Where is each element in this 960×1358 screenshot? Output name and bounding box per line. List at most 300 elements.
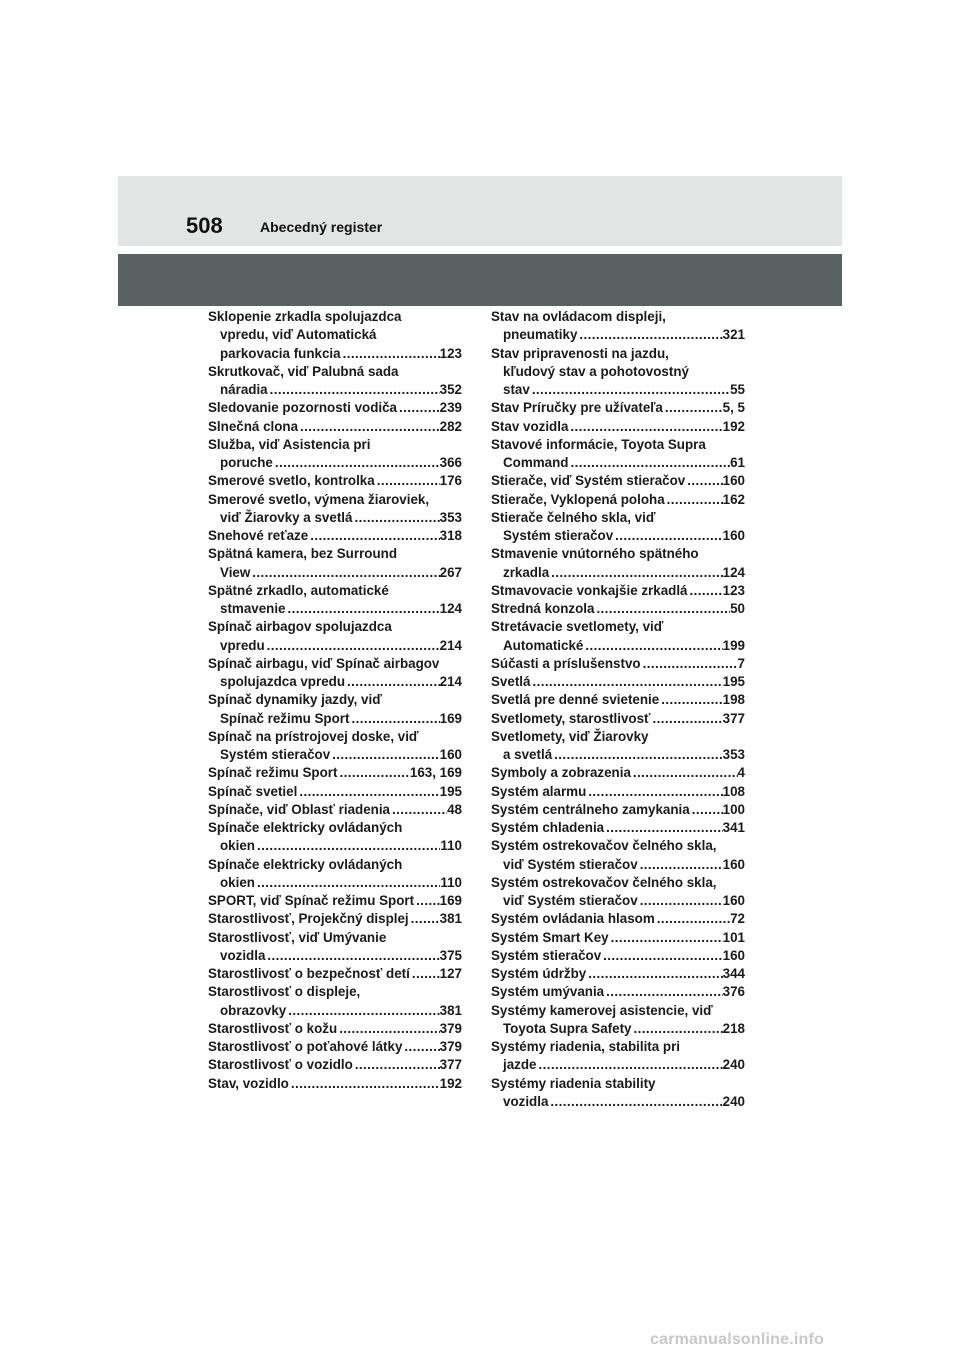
index-term: Stav pripravenosti na jazdu, (491, 345, 669, 361)
page-reference: 123 (439, 345, 462, 361)
index-entry (208, 582, 462, 619)
index-leader-line (491, 527, 745, 545)
index-leader-line (491, 1093, 745, 1111)
page-reference: 267 (439, 564, 462, 580)
leader-dots (268, 381, 440, 399)
index-term-continuation: Spínač režimu Sport (220, 710, 350, 726)
index-term: Symboly a zobrazenia (491, 765, 631, 781)
index-term: Stretávacie svetlomety, viď (491, 619, 664, 635)
page-reference: 214 (439, 637, 462, 653)
index-term-continuation: a svetlá (503, 747, 553, 762)
leader-dots (255, 837, 440, 855)
index-term: Stav na ovládacom displeji, (491, 309, 666, 324)
index-term-continuation: Systém stieračov (503, 528, 614, 543)
index-leader-line (208, 710, 462, 728)
index-term-continuation: Command (503, 455, 569, 470)
leader-dots (594, 600, 730, 618)
index-leader-line (491, 764, 745, 782)
index-entry (491, 436, 745, 473)
page-reference: 160 (722, 473, 745, 489)
index-entry (208, 1038, 462, 1056)
index-term: Spínač airbagov spolujazdca (208, 619, 392, 635)
leader-dots (601, 947, 722, 965)
page-reference: 5, 5 (722, 400, 745, 416)
leader-dots (586, 965, 722, 983)
page-reference: 192 (439, 1075, 462, 1091)
index-term: Starostlivosť o bezpečnosť detí (208, 966, 410, 981)
page-reference: 377 (722, 710, 745, 726)
leader-dots (583, 637, 722, 655)
index-term: Svetlomety, starostlivosť (491, 710, 651, 726)
leader-dots (613, 527, 722, 545)
index-leader-line (208, 637, 462, 655)
index-leader-line (491, 381, 745, 399)
index-entry (208, 1056, 462, 1074)
index-entry (491, 600, 745, 618)
page-reference: 318 (439, 528, 462, 543)
page-reference: 195 (722, 674, 745, 689)
index-term: Stmavenie vnútorného spätného (491, 546, 699, 562)
leader-dots (631, 1020, 722, 1038)
index-term-continuation: obrazovky (220, 1002, 287, 1018)
index-leader-line (208, 1038, 462, 1056)
index-entry (208, 801, 462, 819)
page-reference: 176 (439, 473, 462, 489)
index-term-continuation: viď Systém stieračov (503, 893, 638, 908)
index-entry (491, 655, 745, 673)
index-term-continuation: poruche (220, 455, 273, 470)
index-entry (208, 472, 462, 490)
index-leader-line (208, 381, 462, 399)
index-entry (208, 655, 462, 692)
index-leader-line (208, 673, 462, 691)
index-entry (491, 929, 745, 947)
index-term-continuation: vpredu, viď Automatická (220, 327, 377, 343)
index-entry (491, 545, 745, 582)
index-term: Stmavovacie vonkajšie zrkadlá (491, 582, 688, 598)
index-column-left (208, 308, 462, 1093)
index-leader-line (491, 472, 745, 490)
leader-dots (659, 691, 722, 709)
leader-dots (337, 764, 409, 782)
page-reference: 379 (439, 1020, 462, 1036)
leader-dots (604, 819, 723, 837)
index-leader-line (208, 746, 462, 764)
leader-dots (549, 564, 723, 582)
leader-dots (641, 655, 738, 673)
index-leader-line (208, 1020, 462, 1038)
leader-dots (265, 637, 440, 655)
index-entry (491, 1002, 745, 1039)
index-entry (208, 910, 462, 928)
page-reference: 169 (439, 710, 462, 726)
page-reference: 240 (722, 1093, 745, 1109)
index-leader-line (208, 472, 462, 490)
index-entry (208, 618, 462, 655)
index-term: Spínače elektricky ovládaných (208, 856, 403, 872)
header-dark-band (118, 254, 842, 306)
page-reference: 160 (722, 893, 745, 908)
leader-dots (353, 1056, 440, 1074)
index-leader-line (491, 454, 745, 472)
index-term: Systém ovládania hlasom (491, 911, 655, 927)
index-term-continuation: stmavenie (220, 601, 286, 616)
index-leader-line (491, 691, 745, 709)
index-leader-line (491, 801, 745, 819)
index-leader-line (491, 673, 745, 691)
page-reference: 352 (439, 382, 462, 397)
page-reference: 198 (722, 692, 745, 708)
page-reference: 123 (722, 582, 745, 598)
page-number: 508 (186, 213, 223, 238)
index-entry (208, 1020, 462, 1038)
index-entry (491, 801, 745, 819)
index-leader-line (491, 856, 745, 874)
index-term: Systémy riadenia stability (491, 1075, 656, 1091)
index-term: Stierače, viď Systém stieračov (491, 473, 686, 489)
page-reference: 375 (439, 947, 462, 963)
index-term: Stredná konzola (491, 601, 595, 616)
page-reference: 48 (447, 801, 462, 817)
index-leader-line (491, 564, 745, 582)
leader-dots (663, 399, 723, 417)
index-entry (208, 436, 462, 473)
page-reference: 7 (737, 655, 745, 671)
index-leader-line (208, 454, 462, 472)
index-entry (208, 783, 462, 801)
index-entry (208, 892, 462, 910)
index-term: Spínače, viď Oblasť riadenia (208, 801, 391, 817)
leader-dots (337, 1020, 439, 1038)
page-reference: 160 (722, 856, 745, 872)
leader-dots (250, 564, 439, 582)
page-reference: 100 (722, 801, 745, 817)
index-entry (208, 856, 462, 893)
page-reference: 4 (737, 765, 745, 781)
leader-dots (638, 856, 723, 874)
leader-dots (604, 983, 723, 1001)
page-reference: 163, 169 (409, 765, 462, 781)
index-term: Systémy riadenia, stabilita pri (491, 1039, 681, 1054)
index-entry (491, 728, 745, 765)
index-term: Stavové informácie, Toyota Supra (491, 436, 706, 452)
index-leader-line (491, 965, 745, 983)
index-term: Skrutkovač, viď Palubná sada (208, 363, 399, 379)
index-term-continuation: viď Žiarovky a svetlá (220, 509, 353, 525)
page-reference: 240 (722, 1057, 745, 1073)
index-term-continuation: okien (220, 874, 255, 890)
index-leader-line (491, 600, 745, 618)
index-term-continuation: stav (503, 382, 530, 397)
index-term: Svetlomety, viď Žiarovky (491, 728, 649, 744)
leader-dots (690, 801, 723, 819)
index-term: Spínače elektricky ovládaných (208, 820, 403, 835)
index-term: Starostlivosť o poťahové látky (208, 1039, 403, 1054)
index-term: Sklopenie zrkadla spolujazdca (208, 309, 402, 324)
leader-dots (402, 1038, 439, 1056)
index-term: Stav Príručky pre užívateľa (491, 400, 663, 416)
index-leader-line (491, 783, 745, 801)
index-entry (208, 418, 462, 436)
index-term: Spätná kamera, bez Surround (208, 546, 398, 562)
index-entry (491, 345, 745, 400)
index-term: Systém Smart Key (491, 929, 609, 945)
index-leader-line (208, 1002, 462, 1020)
page-reference: 195 (439, 783, 462, 799)
page-reference: 377 (439, 1057, 462, 1073)
leader-dots (638, 892, 723, 910)
index-leader-line (208, 801, 462, 819)
leader-dots (375, 472, 440, 490)
index-entry (208, 363, 462, 400)
page-reference: 381 (439, 911, 462, 927)
leader-dots (655, 910, 730, 928)
index-term: Spínač na prístrojovej doske, viď (208, 728, 419, 744)
index-term: Svetlá pre denné svietenie (491, 692, 660, 708)
index-entry (491, 874, 745, 911)
index-term-continuation: viď Systém stieračov (503, 856, 638, 872)
index-entry (491, 399, 745, 417)
page-reference: 376 (722, 984, 745, 1000)
index-entry (491, 783, 745, 801)
page-reference: 101 (722, 929, 745, 945)
index-term: Stav vozidla (491, 418, 569, 434)
index-leader-line (491, 819, 745, 837)
leader-dots (341, 345, 440, 363)
index-term: Systém ostrekovačov čelného skla, (491, 838, 717, 854)
index-term: Stav, vozidlo (208, 1075, 289, 1091)
index-leader-line (208, 564, 462, 582)
leader-dots (552, 746, 723, 764)
index-term-continuation: vozidla (220, 947, 266, 963)
index-leader-line (208, 837, 462, 855)
index-term: Spínač svetiel (208, 783, 298, 799)
leader-dots (308, 527, 439, 545)
index-term: Systém údržby (491, 966, 587, 981)
leader-dots (409, 910, 440, 928)
index-leader-line (208, 1075, 462, 1093)
index-term: Starostlivosť o vozidlo (208, 1057, 353, 1073)
page-reference: 192 (722, 418, 745, 434)
leader-dots (273, 454, 440, 472)
index-leader-line (491, 892, 745, 910)
index-term-continuation: View (220, 564, 251, 580)
page-reference: 110 (440, 838, 462, 854)
page-reference: 353 (722, 747, 745, 762)
index-term: Sledovanie pozornosti vodiča (208, 400, 397, 416)
index-term-continuation: vpredu (220, 637, 265, 653)
leader-dots (537, 1056, 723, 1074)
index-term: Smerové svetlo, výmena žiaroviek, (208, 491, 430, 507)
index-entry (208, 527, 462, 545)
index-entry (491, 947, 745, 965)
leader-dots (568, 418, 722, 436)
leader-dots (349, 710, 439, 728)
index-term-continuation: Systém stieračov (220, 747, 331, 762)
index-term-continuation: Toyota Supra Safety (503, 1020, 632, 1036)
index-entry (208, 965, 462, 983)
index-leader-line (491, 1056, 745, 1074)
page-reference: 199 (722, 637, 745, 653)
page-reference: 72 (730, 911, 745, 927)
index-leader-line (491, 326, 745, 344)
index-leader-line (208, 399, 462, 417)
page-reference: 282 (439, 418, 462, 434)
leader-dots (286, 1002, 439, 1020)
index-leader-line (491, 947, 745, 965)
index-leader-line (208, 345, 462, 363)
page-reference: 366 (439, 455, 462, 470)
index-term: Stierače, Vyklopená poloha (491, 491, 665, 507)
index-term-continuation: kľudový stav a pohotovostný (503, 363, 689, 379)
index-term-continuation: náradia (220, 382, 268, 397)
leader-dots (530, 381, 730, 399)
index-entry (491, 1038, 745, 1075)
index-entry (208, 1075, 462, 1093)
page-reference: 124 (439, 601, 462, 616)
index-entry (491, 418, 745, 436)
index-leader-line (491, 418, 745, 436)
leader-dots (609, 929, 723, 947)
index-term: Systém chladenia (491, 820, 605, 835)
leader-dots (530, 673, 722, 691)
index-entry (208, 491, 462, 528)
index-entry (491, 308, 745, 345)
index-term: Systém alarmu (491, 783, 587, 799)
page-reference: 321 (722, 327, 745, 343)
page-reference: 110 (440, 874, 462, 890)
index-entry (208, 983, 462, 1020)
index-term: Smerové svetlo, kontrolka (208, 473, 375, 489)
index-leader-line (208, 509, 462, 527)
leader-dots (548, 1093, 722, 1111)
index-leader-line (491, 983, 745, 1001)
page-reference: 127 (439, 966, 462, 981)
index-leader-line (491, 637, 745, 655)
leader-dots (265, 947, 439, 965)
header-band (118, 176, 842, 246)
index-leader-line (208, 600, 462, 618)
index-leader-line (208, 764, 462, 782)
index-entry (491, 1075, 745, 1112)
index-term: Starostlivosť, viď Umývanie (208, 929, 387, 945)
page-reference: 61 (730, 455, 745, 470)
leader-dots (410, 965, 440, 983)
watermark: carmanualsonline.info (650, 1331, 825, 1348)
index-term: Snehové reťaze (208, 528, 309, 543)
leader-dots (685, 472, 722, 490)
page-reference: 50 (730, 601, 745, 616)
index-term: Starostlivosť o kožu (208, 1020, 338, 1036)
page-reference: 353 (439, 509, 462, 525)
index-entry (208, 929, 462, 966)
index-leader-line (208, 527, 462, 545)
leader-dots (397, 399, 440, 417)
index-term: Súčasti a príslušenstvo (491, 655, 641, 671)
index-term-continuation: vozidla (503, 1093, 549, 1109)
index-leader-line (491, 1020, 745, 1038)
index-term: Systém stieračov (491, 947, 602, 963)
index-term: Stierače čelného skla, viď (491, 509, 656, 525)
index-term-continuation: parkovacia funkcia (220, 345, 341, 361)
leader-dots (345, 673, 440, 691)
index-term: Systém ostrekovačov čelného skla, (491, 874, 717, 890)
leader-dots (352, 509, 439, 527)
index-entry (491, 472, 745, 490)
index-term-continuation: Automatické (503, 637, 584, 653)
leader-dots (289, 1075, 440, 1093)
index-leader-line (208, 418, 462, 436)
index-term: Slnečná clona (208, 418, 299, 434)
index-entry (208, 308, 462, 363)
index-term-continuation: zrkadla (503, 564, 550, 580)
page-reference: 169 (439, 893, 462, 908)
index-entry (208, 691, 462, 728)
index-leader-line (208, 947, 462, 965)
index-entry (491, 910, 745, 928)
index-term: Spínač dynamiky jazdy, viď (208, 692, 382, 708)
leader-dots (631, 764, 738, 782)
page-reference: 160 (722, 947, 745, 963)
index-entry (491, 819, 745, 837)
index-term-continuation: spolujazdca vpredu (220, 674, 346, 689)
index-leader-line (208, 892, 462, 910)
index-leader-line (208, 965, 462, 983)
index-entry (491, 509, 745, 546)
index-entry (491, 673, 745, 691)
index-leader-line (491, 655, 745, 673)
page-reference: 124 (722, 564, 745, 580)
index-term: Spínač režimu Sport (208, 765, 338, 781)
index-term: Systém centrálneho zamykania (491, 801, 690, 817)
index-entry (208, 399, 462, 417)
index-term: SPORT, viď Spínač režimu Sport (208, 893, 415, 908)
index-term: Systémy kamerovej asistencie, viď (491, 1002, 713, 1018)
leader-dots (586, 783, 722, 801)
index-term: Starostlivosť o displeje, (208, 984, 361, 1000)
index-leader-line (208, 1056, 462, 1074)
page-reference: 341 (722, 820, 745, 835)
index-leader-line (491, 910, 745, 928)
leader-dots (414, 892, 440, 910)
index-leader-line (491, 399, 745, 417)
index-term-continuation: jazde (503, 1057, 537, 1073)
leader-dots (688, 582, 723, 600)
index-term: Služba, viď Asistencia pri (208, 436, 371, 452)
index-entry (491, 691, 745, 709)
page-reference: 214 (439, 674, 462, 689)
page-reference: 162 (722, 491, 745, 507)
index-entry (491, 764, 745, 782)
index-leader-line (208, 910, 462, 928)
index-entry (491, 965, 745, 983)
index-term: Spínač airbagu, viď Spínač airbagov (208, 655, 440, 671)
index-leader-line (491, 491, 745, 509)
index-entry (491, 491, 745, 509)
leader-dots (298, 418, 440, 436)
index-term: Systém umývania (491, 984, 605, 1000)
leader-dots (665, 491, 723, 509)
index-entry (208, 728, 462, 765)
leader-dots (568, 454, 730, 472)
leader-dots (286, 600, 440, 618)
page-reference: 239 (439, 400, 462, 416)
index-entry (491, 618, 745, 655)
index-leader-line (491, 710, 745, 728)
leader-dots (650, 710, 722, 728)
leader-dots (255, 874, 440, 892)
page-reference: 218 (722, 1020, 745, 1036)
